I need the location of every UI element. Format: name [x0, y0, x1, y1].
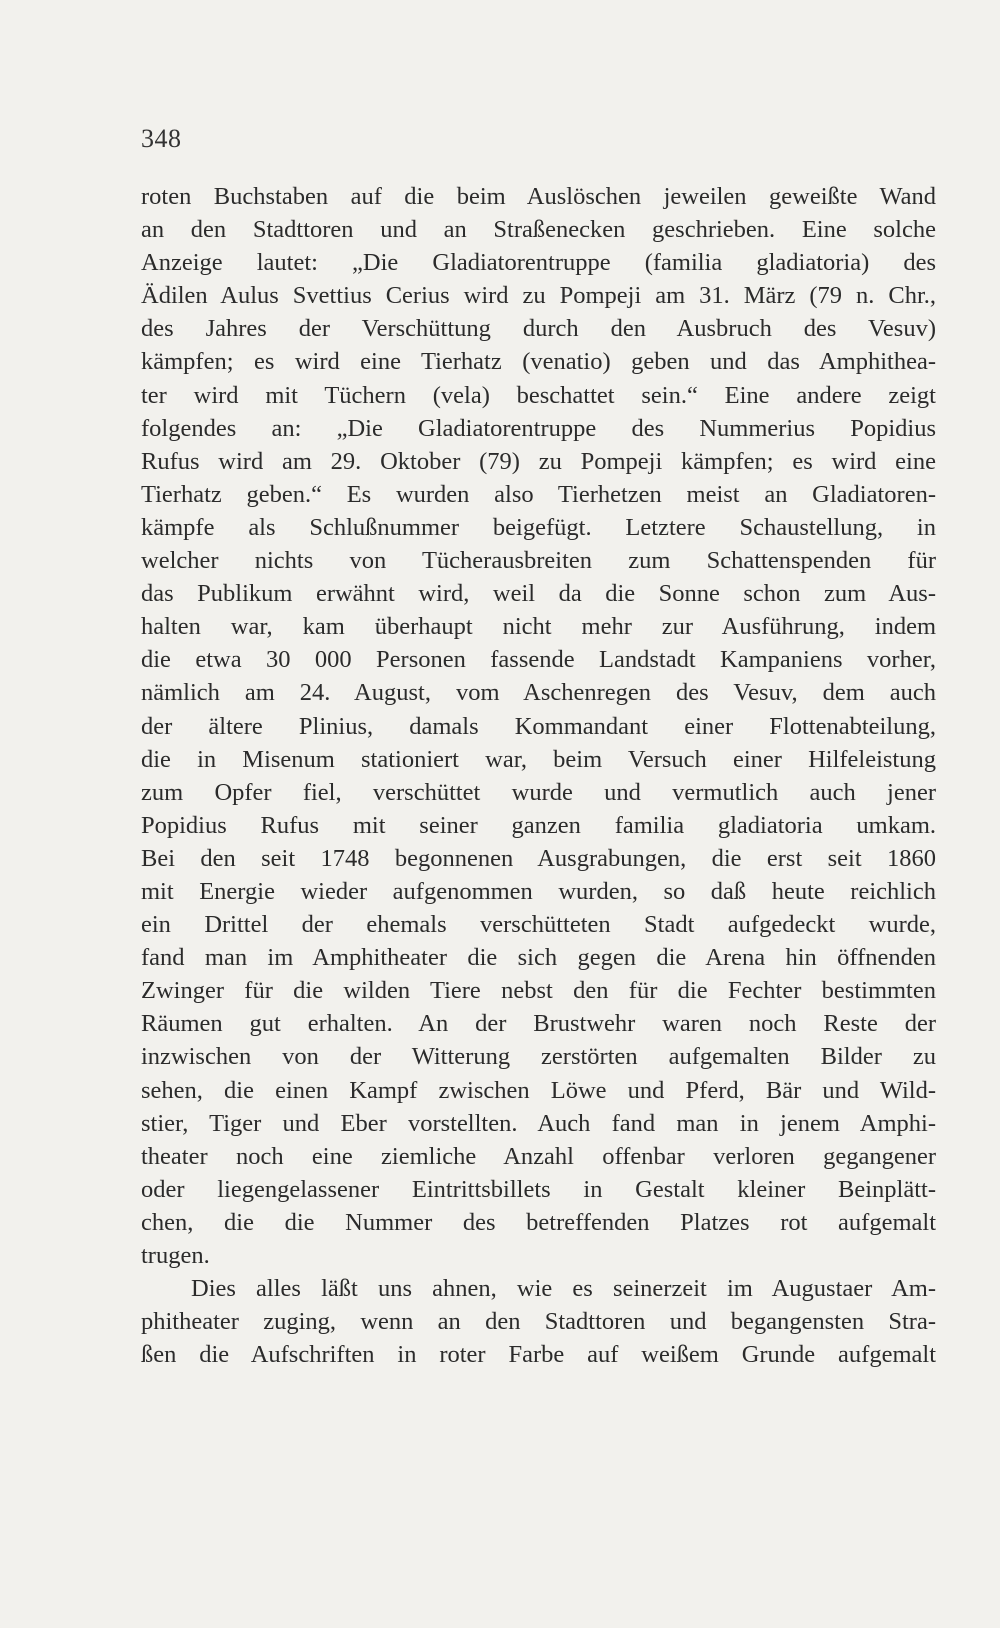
text-line: ter wird mit Tüchern (vela) beschattet sein.“ Eine andere zeigt [141, 381, 936, 409]
text-line: roten Buchstaben auf die beim Auslöschen jeweilen geweißte Wand [141, 183, 936, 210]
body-text [141, 180, 936, 1371]
text-line: das Publikum erwähnt wird, weil da die Sonne schon zum Aus- [141, 580, 936, 608]
text-line: phitheater zuging, wenn an den Stadttoren und begangensten Stra- [141, 1308, 936, 1336]
text-line: Tierhatz geben.“ Es wurden also Tierhetzen meist an Gladiatoren- [141, 480, 936, 508]
text-line: inzwischen von der Witterung zerstörten aufgemalten Bilder zu [141, 1043, 936, 1071]
text-line: Zwinger für die wilden Tiere nebst den für die Fechter bestimmten [141, 977, 936, 1005]
text-line: oder liegengelassener Eintrittsbillets in Gestalt kleiner Beinplätt- [141, 1175, 936, 1203]
text-line: die in Misenum stationiert war, beim Versuch einer Hilfeleistung [141, 745, 936, 773]
text-line: Anzeige lautet: „Die Gladiatorentruppe (familia gladiatoria) des [141, 249, 936, 277]
text-line: Bei den seit 1748 begonnenen Ausgrabungen, die erst seit 1860 [141, 844, 936, 872]
text-line: an den Stadttoren und an Straßenecken geschrieben. Eine solche [141, 216, 936, 244]
text-line: Rufus wird am 29. Oktober (79) zu Pompeji kämpfen; es wird eine [141, 447, 936, 475]
text-line: theater noch eine ziemliche Anzahl offenbar verloren gegangener [141, 1142, 936, 1170]
text-line: chen, die die Nummer des betreffenden Platzes rot aufgemalt [141, 1208, 936, 1236]
text-line: sehen, die einen Kampf zwischen Löwe und Pferd, Bär und Wild- [141, 1076, 936, 1104]
text-line: mit Energie wieder aufgenommen wurden, so daß heute reichlich [141, 877, 936, 905]
text-line: Popidius Rufus mit seiner ganzen familia gladiatoria umkam. [141, 811, 936, 839]
text-line: folgendes an: „Die Gladiatorentruppe des Nummerius Popidius [141, 414, 936, 442]
text-line: ein Drittel der ehemals verschütteten Stadt aufgedeckt wurde, [141, 911, 936, 939]
text-line: halten war, kam überhaupt nicht mehr zur Ausführung, indem [141, 613, 936, 641]
text-line: fand man im Amphitheater die sich gegen die Arena hin öffnenden [141, 944, 936, 972]
text-line: welcher nichts von Tücherausbreiten zum Schattenspenden für [141, 547, 936, 575]
text-line: des Jahres der Verschüttung durch den Ausbruch des Vesuv) [141, 315, 936, 343]
page-number: 348 [141, 124, 182, 153]
text-line: ßen die Aufschriften in roter Farbe auf weißem Grunde aufgemalt [141, 1341, 936, 1369]
text-line: Räumen gut erhalten. An der Brustwehr waren noch Reste der [141, 1010, 936, 1038]
text-line: nämlich am 24. August, vom Aschenregen des Vesuv, dem auch [141, 679, 936, 707]
text-line: die etwa 30 000 Personen fassende Landstadt Kampaniens vorher, [141, 646, 936, 674]
text-line: der ältere Plinius, damals Kommandant einer Flottenabteilung, [141, 712, 936, 740]
text-line: zum Opfer fiel, verschüttet wurde und vermutlich auch jener [141, 778, 936, 806]
text-line: kämpfen; es wird eine Tierhatz (venatio) geben und das Amphithea- [141, 348, 936, 376]
text-line: Ädilen Aulus Svettius Cerius wird zu Pompeji am 31. März (79 n. Chr., [141, 282, 936, 310]
text-line: stier, Tiger und Eber vorstellten. Auch fand man in jenem Amphi- [141, 1109, 936, 1137]
text-line: kämpfe als Schlußnummer beigefügt. Letztere Schaustellung, in [141, 513, 936, 541]
text-line: trugen. [141, 1242, 210, 1269]
text-line: Dies alles läßt uns ahnen, wie es seinerzeit im Augustaer Am- [191, 1275, 936, 1303]
